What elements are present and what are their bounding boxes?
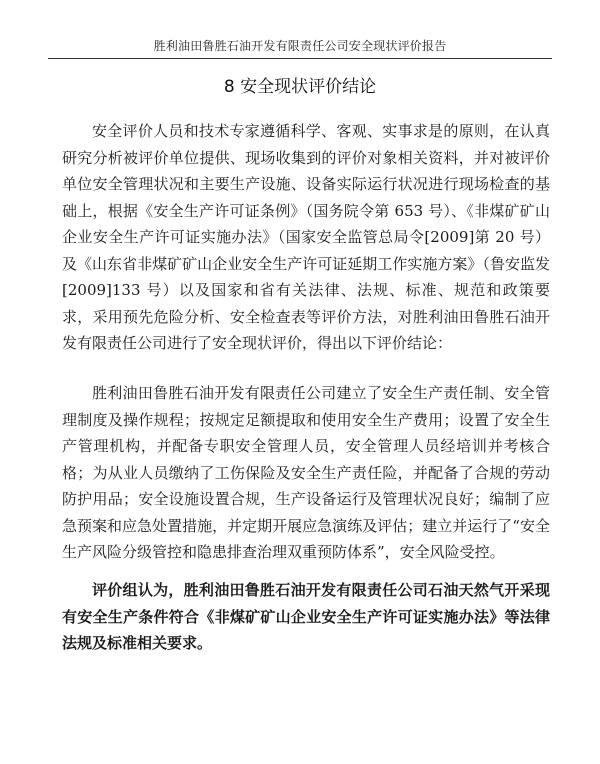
paragraph-findings: 胜利油田鲁胜石油开发有限责任公司建立了安全生产责任制、安全管理制度及操作规程；按规定足额提取和使用安全生产费用；设置了安全生产管理机构，并配备专职安全管理人员，安全管理人员经培训并考核合格；为从业人员缴纳了工伤保险及安全生产责任险，并配备了合规的劳动防护用品；安全设施设置合规，生产设备运行及管理状况良好；编制了应急预案和应急处置措施，并定期开展应急演练及评估；建立并运行了“安全生产风险分级管控和隐患排查治理双重预防体系”，安全风险受控。: [62, 384, 550, 561]
running-header: 胜利油田鲁胜石油开发有限责任公司安全现状评价报告: [153, 39, 447, 53]
paragraph-conclusion: 评价组认为，胜利油田鲁胜石油开发有限责任公司石油天然气开采现有安全生产条件符合《非煤矿矿山企业安全生产许可证实施办法》等法律法规及标准相关要求。: [62, 581, 550, 652]
paragraph-methodology: 安全评价人员和技术专家遵循科学、客观、实事求是的原则，在认真研究分析被评价单位提供、现场收集到的评价对象相关资料，并对被评价单位安全管理状况和主要生产设施、设备实际运行状况进行现场检查的基础上，根据《安全生产许可证条例》（国务院令第 653 号）、《非煤矿矿山企业安全生产许可证实施办法》（国家安全监管总局令[2009]第 20 号）及《山东省非煤矿矿山企业安全生产许可证延期工作实施方案》（鲁安监发[2009]133 号）以及国家和省有关法律、法规、标准、规范和政策要求，采用预先危险分析、安全检查表等评价方法，对胜利油田鲁胜石油开发有限责任公司进行了安全现状评价，得出以下评价结论：: [62, 122, 550, 352]
header-divider: [48, 58, 552, 59]
section-title: 8 安全现状评价结论: [223, 77, 377, 97]
